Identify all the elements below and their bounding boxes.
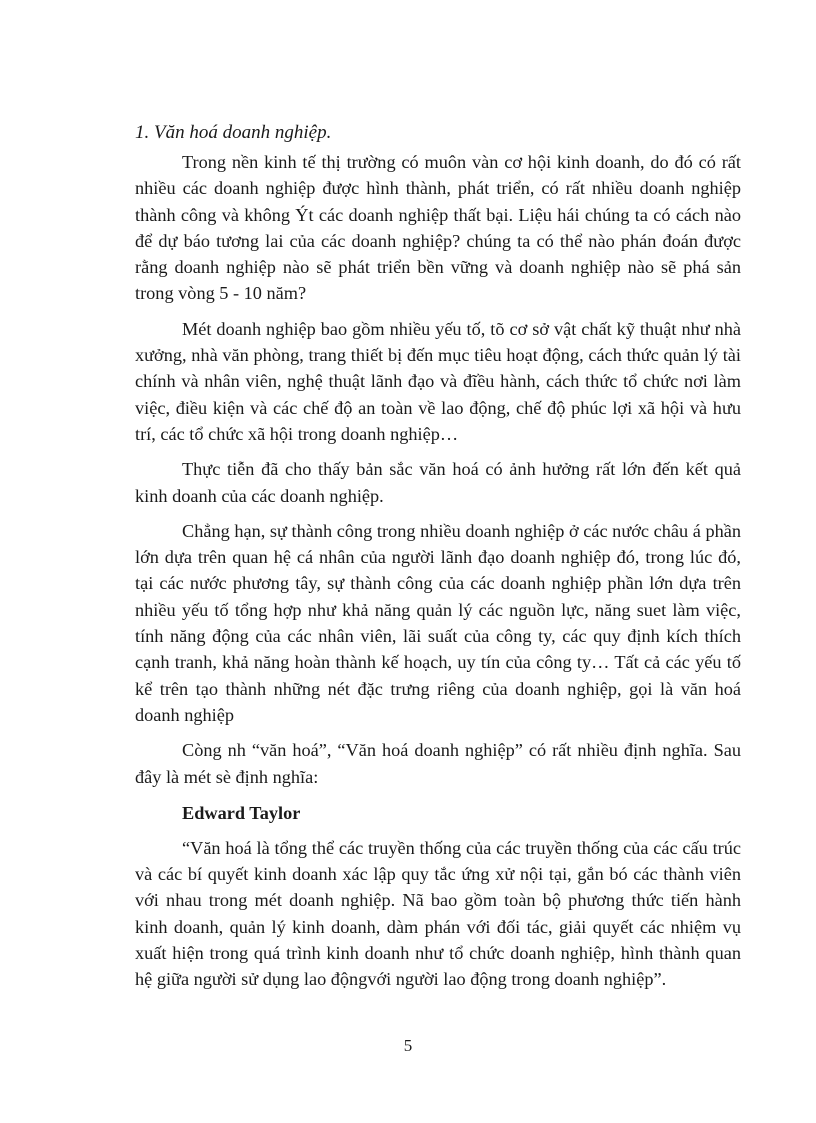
author-name: Edward Taylor (182, 802, 301, 823)
section-heading: 1. Văn hoá doanh nghiệp. (135, 122, 332, 143)
paragraph: Còng nh “văn hoá”, “Văn hoá doanh nghiệp” có rất nhiều định nghĩa. Sau đây là mét sè định nghĩa: (135, 740, 741, 787)
paragraph: Chẳng hạn, sự thành công trong nhiều doanh nghiệp ở các nước châu á phần lớn dựa trên quan hệ cá nhân của người lãnh đạo doanh nghiệp đó, trong lúc đó, tại các nước phương tây, sự thành công của các doanh nghiệp phần lớn dựa trên nhiều yếu tố tổng hợp như khả năng quản lý các nguồn lực, năng suet làm việc, tính năng động của các nhân viên, lãi suất của công ty, các quy định kích thích cạnh tranh, khả năng hoàn thành kế hoạch, uy tín của công ty… Tất cả các yếu tố kể trên tạo thành những nét đặc trưng riêng của doanh nghiệp, gọi là văn hoá doanh nghiệp (135, 520, 741, 725)
paragraph: Trong nền kinh tế thị trường có muôn vàn cơ hội kinh doanh, do đó có rất nhiều các doanh nghiệp được hình thành, phát triển, có rất nhiều doanh nghiệp thành công và không Ýt các doanh nghiệp thất bại. Liệu hái chúng ta có cách nào để dự báo tương lai của các doanh nghiệp? chúng ta có thể nào phán đoán được rằng doanh nghiệp nào sẽ phát triển bền vững và doanh nghiệp nào sẽ phá sản trong vòng 5 - 10 năm? (135, 152, 741, 304)
paragraph: Thực tiễn đã cho thấy bản sắc văn hoá có ảnh hưởng rất lớn đến kết quả kinh doanh của các doanh nghiệp. (135, 459, 741, 506)
page-number: 5 (403, 1036, 413, 1055)
page-content (135, 118, 741, 1002)
definition-quote: “Văn hoá là tổng thể các truyền thống của các truyền thống của các cấu trúc và các bí quyết kinh doanh xác lập quy tắc ứng xử nội tại, gắn bó các thành viên với nhau trong mét doanh nghiệp. Nã bao gồm toàn bộ phương thức tiến hành kinh doanh, quản lý kinh doanh, dàm phán với đối tác, giải quyết các nhiệm vụ xuất hiện trong quá trình kinh doanh như tổ chức doanh nghiệp, hình thành quan hệ giữa người sử dụng lao độngvới người lao động trong doanh nghiệp”. (135, 837, 741, 990)
paragraph: Mét doanh nghiệp bao gồm nhiều yếu tố, tõ cơ sở vật chất kỹ thuật như nhà xưởng, nhà văn phòng, trang thiết bị đến mục tiêu hoạt động, cách thức quản lý tài chính và nhân viên, nghệ thuật lãnh đạo và đĩều hành, cách thức tổ chức nơi làm việc, điều kiện và các chế độ an toàn về lao động, chế độ phúc lợi xã hội và hưu trí, các tổ chức xã hội trong doanh nghiệp… (135, 318, 741, 444)
